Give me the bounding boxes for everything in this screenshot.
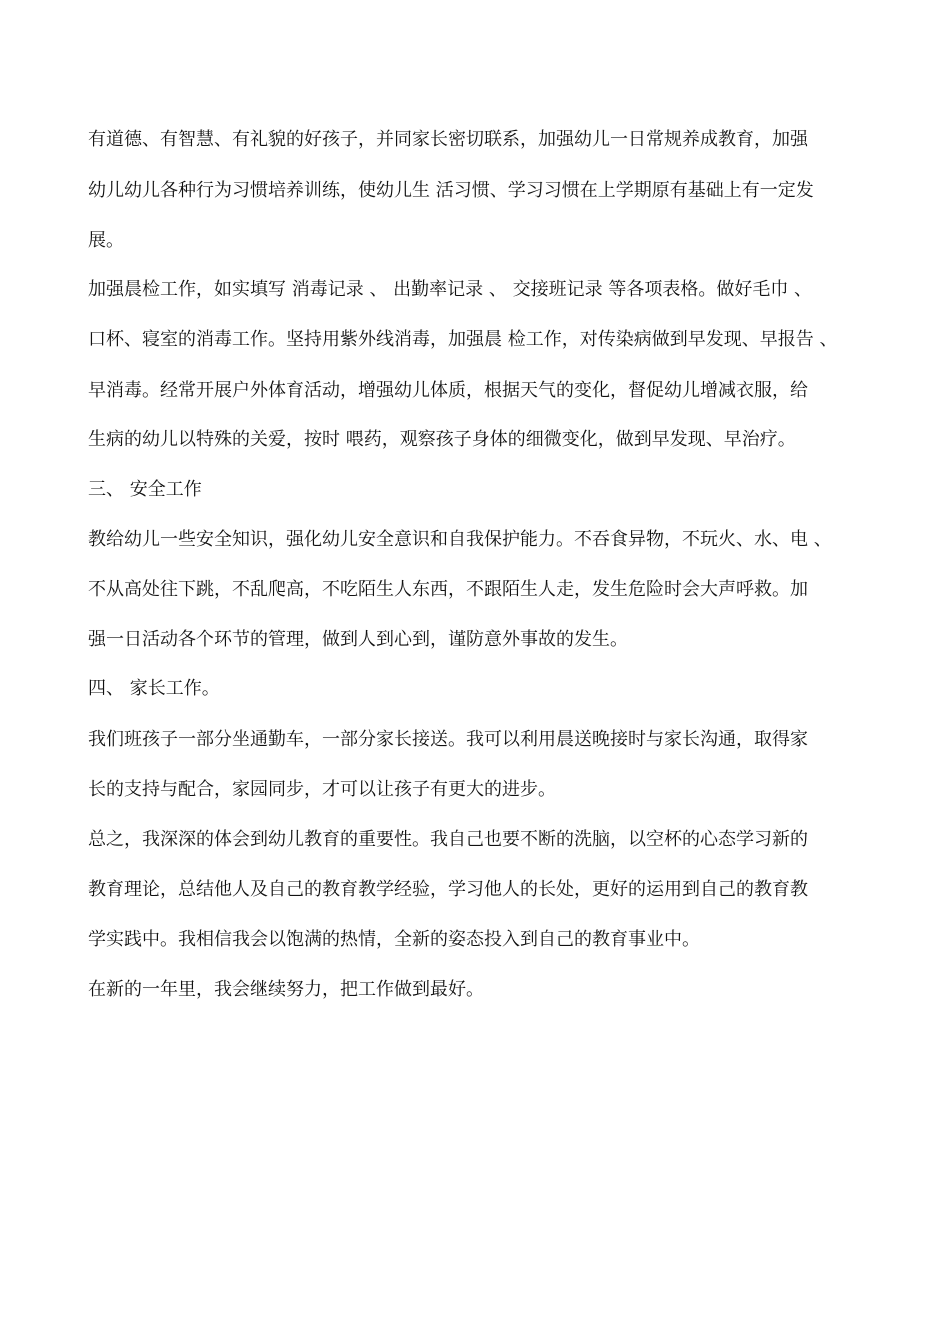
section-heading: 三、 安全工作 (88, 479, 202, 500)
text-line: 展。 (88, 230, 124, 251)
text-line: 教育理论，总结他人及自己的教育教学经验，学习他人的长处，更好的运用到自己的教育教 (88, 879, 808, 900)
text-line: 早消毒。经常开展户外体育活动，增强幼儿体质，根据天气的变化，督促幼儿增减衣服，给 (88, 380, 808, 401)
section-heading: 四、 家长工作。 (88, 678, 220, 699)
text-line: 加强晨检工作，如实填写 消毒记录 、 出勤率记录 、 交接班记录 等各项表格。做好毛巾 、 (88, 279, 813, 300)
text-line: 强一日活动各个环节的管理，做到人到心到，谨防意外事故的发生。 (88, 629, 628, 650)
text-line: 有道德、有智慧、有礼貌的好孩子，并同家长密切联系，加强幼儿一日常规养成教育，加强 (88, 129, 808, 150)
text-line: 生病的幼儿以特殊的关爱，按时 喂药，观察孩子身体的细微变化，做到早发现、早治疗。 (88, 429, 796, 450)
text-line: 在新的一年里，我会继续努力，把工作做到最好。 (88, 979, 484, 1000)
text-line: 长的支持与配合，家园同步，才可以让孩子有更大的进步。 (88, 779, 556, 800)
text-line: 不从高处往下跳，不乱爬高，不吃陌生人东西，不跟陌生人走，发生危险时会大声呼救。加 (88, 579, 808, 600)
text-line: 口杯、寝室的消毒工作。坚持用紫外线消毒，加强晨 检工作，对传染病做到早发现、早报告 、 (88, 329, 838, 350)
text-line: 学实践中。我相信我会以饱满的热情，全新的姿态投入到自己的教育事业中。 (88, 929, 700, 950)
text-line: 教给幼儿一些安全知识，强化幼儿安全意识和自我保护能力。不吞食异物，不玩火、水、电 、 (88, 529, 832, 550)
text-line: 我们班孩子一部分坐通勤车，一部分家长接送。我可以利用晨送晚接时与家长沟通，取得家 (88, 729, 808, 750)
text-line: 幼儿幼儿各种行为习惯培养训练，使幼儿生 活习惯、学习习惯在上学期原有基础上有一定发 (88, 180, 814, 201)
text-line: 总之，我深深的体会到幼儿教育的重要性。我自己也要不断的洗脑，以空杯的心态学习新的 (88, 829, 808, 850)
